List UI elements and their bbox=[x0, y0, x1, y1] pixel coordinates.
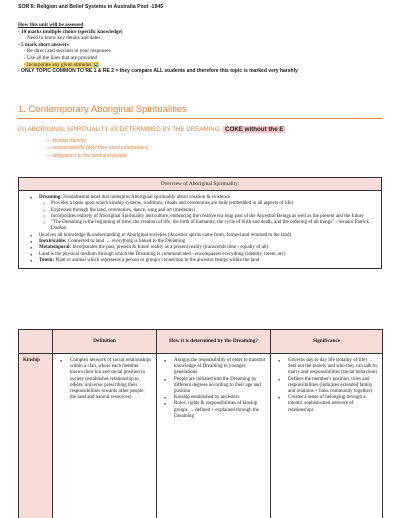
dreaming-sublist bbox=[33, 201, 375, 232]
overview-text: Fundamental tenet that underpins Aboriginal spirituality about creation & existence bbox=[61, 195, 231, 200]
definition-list bbox=[57, 358, 152, 401]
overview-box bbox=[18, 177, 382, 269]
overview-body bbox=[19, 191, 381, 268]
overview-term: Dreaming: bbox=[39, 195, 62, 200]
assessment-line-text: · Need to know key details and dates bbox=[24, 35, 101, 42]
dreaming-subitem: ○ Expressed through the land, ceremonies, dance, song and art (mediums) bbox=[33, 208, 375, 214]
section-title: 1. Contemporary Aboriginal Spiritualities bbox=[18, 104, 187, 115]
determined-item: ● Roles, rights & responsibilities of kinship groups → defined + explained through the Dreaming bbox=[161, 401, 266, 420]
section-divider bbox=[18, 118, 382, 119]
assessment-line bbox=[18, 29, 382, 36]
assessment-line bbox=[18, 42, 382, 49]
table-header-definition: Definition bbox=[53, 330, 157, 354]
overview-heading: Overview of Aboriginal Spirituality: bbox=[19, 178, 381, 191]
assessment-line bbox=[18, 55, 382, 62]
subsection-item: — obligations to the land and people bbox=[46, 153, 149, 160]
dreaming-subitem: ○ Provides a basis upon which kinship systems, traditions, rituals and ceremonies are built (embedded in all aspects of life) bbox=[33, 201, 375, 207]
determined-item: ● Kinship established by ancestors bbox=[161, 395, 266, 401]
significance-item: ● Creates a sense of belonging through a totemic sophisticated network of relationships bbox=[275, 395, 378, 414]
overview-text: Involves all knowledge & understanding in Aboriginal societies (Ancestor spirits came from, formed and returned to the land) bbox=[39, 232, 292, 238]
subsection-item: — ceremonial life (why they used ceremonies) bbox=[46, 145, 149, 152]
overview-term: Metatemporal: bbox=[39, 245, 72, 251]
cell-significance bbox=[271, 354, 383, 518]
document-title: SOR II: Religion and Belief Systems in Australia Post -1945 bbox=[18, 4, 164, 10]
cell-determined bbox=[157, 354, 271, 518]
overview-text: Connected to land → everything is linked to the Dreaming bbox=[66, 239, 186, 245]
coke-highlight: COKE without the E bbox=[225, 126, 284, 133]
row-label-kinship: Kinship bbox=[19, 354, 53, 518]
overview-item bbox=[33, 258, 375, 264]
table-header-row bbox=[19, 330, 383, 354]
determined-item: ● People are initiated into the Dreaming by different degrees according to their age and position bbox=[161, 377, 266, 396]
overview-text: Incorporates the past, present & future reality as a present reality (transcends time - equally of all) bbox=[71, 245, 269, 251]
assessment-line-text: - ONLY TOPIC COMMON TO RE 1 & RE 2 = they compare ALL students and therefore this topic is marked very harshly bbox=[18, 68, 298, 75]
assessment-line-text: · Be direct and succinct in your responses bbox=[24, 48, 111, 55]
table-row bbox=[19, 354, 383, 518]
overview-term: Totem: bbox=[39, 257, 55, 263]
table-header-significance: Significance bbox=[271, 330, 383, 354]
assessment-line-text: · Incorporate any given stimulus 😭 bbox=[24, 61, 100, 68]
determined-item: ● Assigns the responsibility of elder to transmit knowledge of Dreaming to younger generations bbox=[161, 358, 266, 377]
table-header-determined: How it is determined by the Dreaming? bbox=[157, 330, 271, 354]
dreaming-subitem: ○ "The Dreaming is the beginning of time, the creation of life, the birth of humanity, the cycle of birth and death, and the ordering of all things" - Senator Patrick Dodson bbox=[33, 220, 375, 233]
overview-text: Land is the physical medium through which the Dreaming is communicated - encompasses everything (identity, totem, etc) bbox=[39, 251, 286, 257]
determined-list bbox=[161, 358, 266, 420]
significance-item: ● Governs day to day life (totality of life) → Sets out the moiety and who they can talk to, marry and responsibilities (social behaviour) bbox=[275, 358, 378, 377]
overview-term: Inextricable: bbox=[39, 239, 67, 245]
cell-definition bbox=[53, 354, 157, 518]
assessment-heading: How this unit will be assessed bbox=[18, 22, 84, 28]
significance-item: ● Defines the member's position, roles and responsibilities (indicates extended family and relations + links community together) bbox=[275, 377, 378, 396]
overview-items bbox=[33, 233, 375, 264]
assessment-line-text: - 5 mark short answers bbox=[18, 41, 70, 48]
subsection-item: — kinship (family) bbox=[46, 138, 149, 145]
definition-item: ● Complex network of social relationships within a clan, where each member knows their kin and social position in society (establishes relationship to others/ universe, prescribing their responsibilities towards other people, the land and natural resources) bbox=[57, 358, 152, 401]
assessment-line bbox=[18, 62, 382, 69]
table-header-blank bbox=[19, 330, 53, 354]
assessment-line bbox=[18, 35, 382, 42]
assessment-block bbox=[18, 22, 382, 75]
overview-text: Plant or animal which represents a person or group's connection to the ancestor beings within the land bbox=[54, 257, 260, 263]
kinship-table bbox=[18, 329, 383, 518]
assessment-line bbox=[18, 68, 382, 75]
dreaming-subitem: ○ Incorporates entirety of Aboriginal Spirituality and culture, embracing the creative era long past of the Ancestral Beings as well as the present and the future bbox=[33, 214, 375, 220]
subsection-title-text: (A) ABORIGINAL SPIRITUALITY AS DETERMINED BY THE DREAMING: bbox=[18, 126, 222, 133]
assessment-line-text: · Use all the lines that are provided bbox=[24, 54, 97, 61]
assessment-lines bbox=[18, 29, 382, 75]
assessment-line bbox=[18, 48, 382, 55]
subsection-list bbox=[46, 138, 149, 160]
subsection-title bbox=[18, 126, 285, 133]
assessment-line-text: - 10 marks multiple choice (specific knowledge) bbox=[18, 28, 123, 35]
significance-list bbox=[275, 358, 378, 414]
